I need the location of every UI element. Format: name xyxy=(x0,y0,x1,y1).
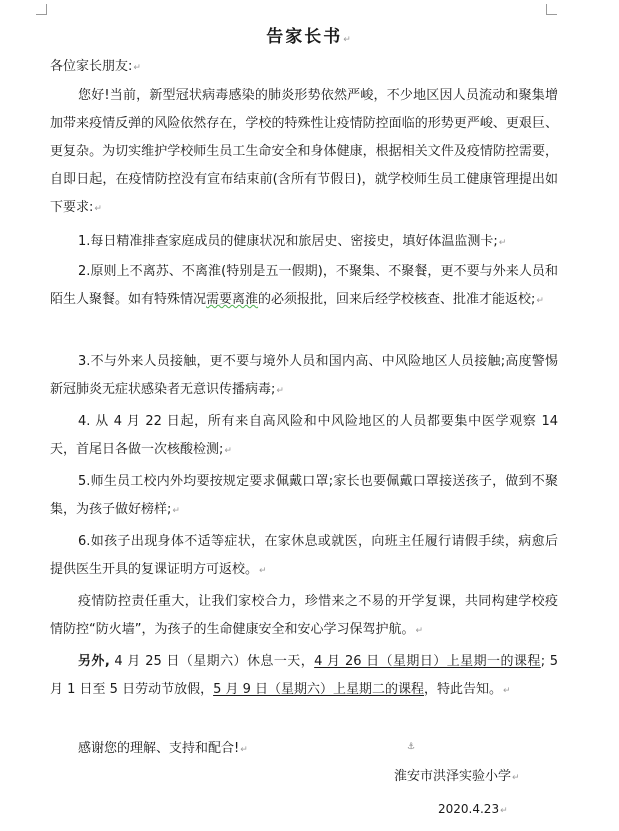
paragraph-mark: ↵ xyxy=(94,204,102,214)
requirement-text: 4. 从 4 月 22 日起，所有来自高风险和中风险地区的人员都要集中医学观察 14 天，首尾日各做一次核酸检测; xyxy=(50,414,558,457)
greeting-text: 各位家长朋友: xyxy=(50,59,133,74)
object-anchor-icon: ⚓ xyxy=(407,742,416,752)
requirement-text: 2.原则上不离苏、不离淮(特别是五一假期)，不聚集、不聚餐，更不要与外来人员和陌生人聚餐。如有特殊情况 xyxy=(50,264,558,307)
intro-paragraph xyxy=(50,82,558,223)
schedule-highlight: 4 月 26 日（星期日）上星期一的课程 xyxy=(314,654,541,669)
paragraph-mark: ↵ xyxy=(415,626,424,636)
paragraph-mark: ↵ xyxy=(498,238,507,248)
closing-text: 疫情防控责任重大，让我们家校合力，珍惜来之不易的开学复课，共同构建学校疫情防控“防火墙”，为孩子的生命健康安全和安心学习保驾护航。 xyxy=(50,594,558,637)
schedule-paragraph xyxy=(50,648,558,705)
requirement-text: 的必须报批，回来后经学校核查、批准才能返校; xyxy=(258,292,536,307)
closing-paragraph xyxy=(50,588,558,645)
grammar-flagged-text: 需要离淮 xyxy=(206,292,259,307)
thanks-text: 感谢您的理解、支持和配合! xyxy=(78,741,240,756)
page-corner-mark-left xyxy=(36,4,47,15)
date-text: 2020.4.23 xyxy=(438,802,500,816)
greeting-line xyxy=(50,58,141,77)
requirement-text: 5.师生员工校内外均要按规定要求佩戴口罩;家长也要佩戴口罩接送孩子，做到不聚集，为孩子做好榜样; xyxy=(50,474,558,517)
thanks-paragraph xyxy=(50,735,558,764)
requirement-item-6 xyxy=(50,528,558,585)
paragraph-mark: ↵ xyxy=(512,773,520,783)
date-line xyxy=(438,802,508,816)
title-text: 告家长书 xyxy=(266,27,343,47)
paragraph-mark: ↵ xyxy=(133,63,141,73)
schedule-lead: 另外, xyxy=(78,654,110,669)
schedule-text: ，特此告知。 xyxy=(424,682,503,697)
requirement-item-2 xyxy=(50,258,558,315)
requirement-item-1 xyxy=(50,228,558,257)
schedule-highlight: 5 月 9 日（星期六）上星期二的课程 xyxy=(213,682,425,697)
paragraph-mark: ↵ xyxy=(503,686,511,696)
paragraph-mark: ↵ xyxy=(536,296,544,306)
requirement-item-5 xyxy=(50,468,558,525)
schedule-text: ; 5 月 1 日至 5 日劳动节放假， xyxy=(50,654,558,697)
paragraph-mark: ↵ xyxy=(276,386,284,396)
schedule-text: 4 月 25 日（星期六）休息一天， xyxy=(109,654,315,669)
paragraph-mark: ↵ xyxy=(343,35,353,45)
requirement-item-3 xyxy=(50,348,558,405)
document-title xyxy=(0,22,619,47)
paragraph-mark: ↵ xyxy=(500,806,508,816)
signature-text: 淮安市洪泽实验小学 xyxy=(394,769,512,784)
page-corner-mark-right xyxy=(546,4,557,15)
requirement-text: 3.不与外来人员接触，更不要与境外人员和国内高、中风险地区人员接触;高度警惕新冠肺炎无症状感染者无意识传播病毒; xyxy=(50,354,558,397)
requirement-text: 6.如孩子出现身体不适等症状，在家休息或就医，向班主任履行请假手续，病愈后提供医生开具的复课证明方可返校。 xyxy=(50,534,558,577)
signature-line xyxy=(394,765,520,784)
paragraph-mark: ↵ xyxy=(259,566,267,576)
intro-text: 您好!当前，新型冠状病毒感染的肺炎形势依然严峻，不少地区因人员流动和聚集增加带来疫情反弹的风险依然存在，学校的特殊性让疫情防控面临的形势更严峻、更艰巨、更复杂。为切实维护学校师生员工生命安全和身体健康，根据相关文件及疫情防控需要，自即日起，在疫情防控没有宣布结束前(含所有节假日)，就学校师生员工健康管理提出如下要求: xyxy=(50,88,558,215)
paragraph-mark: ↵ xyxy=(240,745,248,755)
requirement-text: 1.每日精准排查家庭成员的健康状况和旅居史、密接史，填好体温监测卡; xyxy=(78,234,498,249)
paragraph-mark: ↵ xyxy=(172,506,180,516)
paragraph-mark: ↵ xyxy=(224,446,232,456)
requirement-item-4 xyxy=(50,408,558,465)
